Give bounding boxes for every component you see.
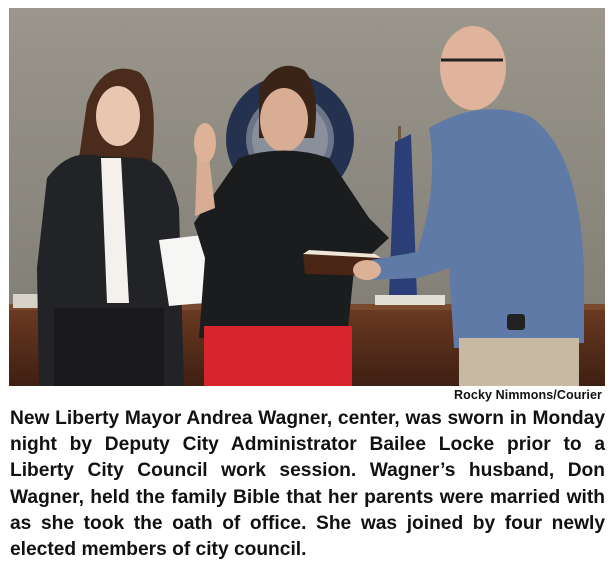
news-photo — [9, 8, 605, 386]
photo-caption: New Liberty Mayor Andrea Wagner, center, was sworn in Monday night by Deputy City Administrator Bailee Locke prior to a Liberty City Council work session. Wagner’s husband, Don Wagner, held the family Bible that her parents were married with as she took the oath of office. She was joined by four newly elected members of city council. — [10, 408, 605, 561]
photo-illustration — [9, 8, 605, 386]
photo-credit: Rocky Nimmons/Courier — [454, 388, 602, 402]
